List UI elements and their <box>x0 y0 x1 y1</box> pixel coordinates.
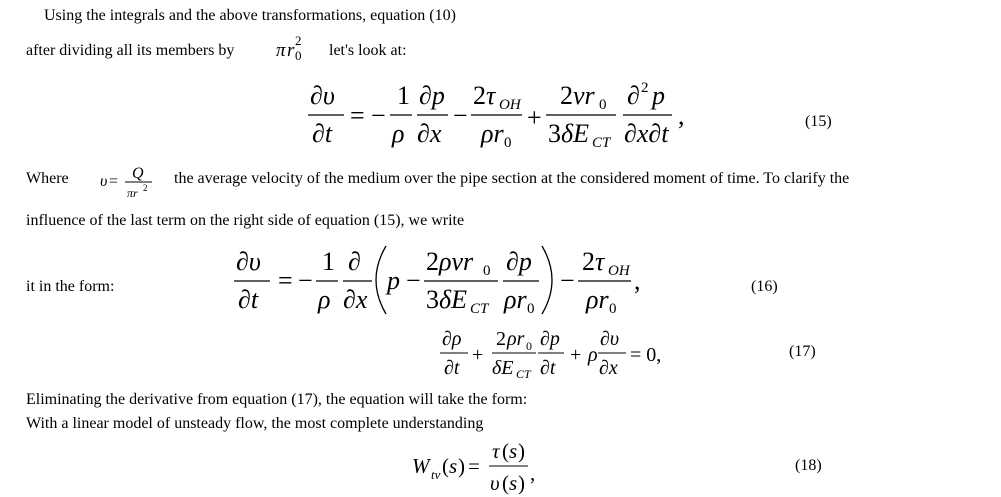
svg-text:0: 0 <box>483 263 491 279</box>
equation-number: (15) <box>805 113 832 130</box>
svg-text:δE: δE <box>561 119 589 148</box>
svg-text:,: , <box>634 266 641 295</box>
svg-text:τ: τ <box>492 439 500 463</box>
svg-text:2: 2 <box>143 183 148 193</box>
equation-number: (16) <box>751 278 778 295</box>
svg-text:(: ( <box>502 439 509 463</box>
svg-text:OH: OH <box>499 97 521 113</box>
svg-text:ρ: ρ <box>392 119 405 148</box>
svg-text:2: 2 <box>582 247 595 276</box>
svg-text:−: − <box>453 101 468 130</box>
svg-text:νr: νr <box>573 81 595 110</box>
svg-text:∂t: ∂t <box>312 119 333 148</box>
svg-text:∂p: ∂p <box>419 81 445 110</box>
svg-text:∂x: ∂x <box>417 119 442 148</box>
svg-text:∂p: ∂p <box>540 328 560 350</box>
equation-number: (18) <box>795 457 822 474</box>
svg-text:1: 1 <box>397 81 410 110</box>
svg-text:∂p: ∂p <box>506 247 532 276</box>
svg-text:−: − <box>298 266 313 295</box>
svg-text:r: r <box>287 40 295 61</box>
svg-text:2: 2 <box>641 80 649 96</box>
svg-text:δE: δE <box>439 285 467 314</box>
svg-text:υ: υ <box>490 471 500 495</box>
svg-text:∂t: ∂t <box>238 285 259 314</box>
svg-text:ρνr: ρνr <box>439 247 474 276</box>
svg-text:+: + <box>527 103 542 132</box>
pi-r0-squared-formula <box>272 30 322 64</box>
svg-text:∂υ: ∂υ <box>600 328 620 350</box>
svg-text:p: p <box>387 266 400 295</box>
svg-text:ρ: ρ <box>588 344 598 366</box>
svg-text:,: , <box>678 101 685 130</box>
svg-text:s: s <box>449 454 458 478</box>
svg-text:2: 2 <box>295 33 302 48</box>
svg-text:): ) <box>518 439 525 463</box>
svg-text:δE: δE <box>492 357 514 379</box>
svg-text:ρr: ρr <box>481 119 504 148</box>
svg-text:−: − <box>371 101 386 130</box>
svg-text:=: = <box>278 266 293 295</box>
svg-text:2: 2 <box>560 81 573 110</box>
svg-text:πr: πr <box>127 186 138 200</box>
svg-text:0: 0 <box>526 339 532 353</box>
svg-text:π: π <box>276 40 286 61</box>
svg-text:ρr: ρr <box>586 285 609 314</box>
svg-text:υ: υ <box>100 173 108 190</box>
svg-text:∂x: ∂x <box>599 357 618 379</box>
svg-text:2: 2 <box>473 81 486 110</box>
svg-text:2: 2 <box>426 247 439 276</box>
text-line: influence of the last term on the right side of equation (15), we write <box>26 212 465 229</box>
text-line: let's look at: <box>329 42 407 59</box>
svg-text:tv: tv <box>431 467 441 482</box>
velocity-definition-formula <box>98 160 168 202</box>
text-line: the average velocity of the medium over the pipe section at the considered moment of time. To clarify the <box>174 170 850 187</box>
svg-text:∂x∂t: ∂x∂t <box>624 119 669 148</box>
svg-text:−: − <box>406 266 421 295</box>
svg-text:Q: Q <box>132 165 144 182</box>
svg-text:=: = <box>109 173 119 190</box>
svg-text:ρr: ρr <box>507 328 525 350</box>
svg-text:s: s <box>509 439 518 463</box>
svg-text:(: ( <box>442 454 449 478</box>
svg-text:τ: τ <box>595 247 605 276</box>
svg-text:∂: ∂ <box>627 81 640 110</box>
svg-text:p: p <box>652 81 665 110</box>
svg-text:+: + <box>472 344 484 366</box>
text-line: it in the form: <box>26 278 115 295</box>
text-line: Eliminating the derivative from equation (17), the equation will take the form: <box>26 391 528 408</box>
equation-15 <box>300 76 700 156</box>
svg-text:0: 0 <box>504 135 512 151</box>
svg-text:τ: τ <box>486 81 496 110</box>
text-line: Using the integrals and the above transformations, equation (10) <box>44 7 456 24</box>
text-line: With a linear model of unsteady flow, the most complete understanding <box>26 415 484 432</box>
svg-text:ρ: ρ <box>318 285 331 314</box>
svg-text:∂υ: ∂υ <box>310 81 335 110</box>
svg-text:3: 3 <box>426 285 439 314</box>
svg-text:CT: CT <box>516 367 531 381</box>
equation-16 <box>226 240 646 320</box>
svg-text:0: 0 <box>527 301 535 317</box>
svg-text:= 0,: = 0, <box>630 344 662 366</box>
svg-text:2: 2 <box>496 328 506 350</box>
svg-text:s: s <box>509 471 518 495</box>
svg-text:): ) <box>458 454 465 478</box>
svg-text:W: W <box>412 454 430 478</box>
svg-text:0: 0 <box>599 97 607 113</box>
text-line: after dividing all its members by <box>26 42 235 59</box>
svg-text:∂t: ∂t <box>540 357 556 379</box>
svg-text:,: , <box>530 461 536 485</box>
svg-text:∂x: ∂x <box>343 285 368 314</box>
svg-text:∂υ: ∂υ <box>236 247 261 276</box>
svg-text:+: + <box>570 344 582 366</box>
svg-text:−: − <box>560 266 575 295</box>
svg-text:CT: CT <box>470 301 489 317</box>
svg-text:0: 0 <box>295 48 302 63</box>
svg-text:(: ( <box>502 471 509 495</box>
svg-text:=: = <box>350 101 365 130</box>
svg-text:0: 0 <box>609 301 617 317</box>
svg-text:ρr: ρr <box>504 285 527 314</box>
svg-text:OH: OH <box>608 263 630 279</box>
equation-17 <box>436 326 676 382</box>
text-where: Where <box>26 170 69 187</box>
svg-text:3: 3 <box>548 119 561 148</box>
svg-text:=: = <box>468 454 480 478</box>
svg-text:): ) <box>518 471 525 495</box>
svg-text:∂ρ: ∂ρ <box>442 328 462 350</box>
svg-text:1: 1 <box>322 247 335 276</box>
svg-text:CT: CT <box>592 135 611 151</box>
svg-text:∂: ∂ <box>348 247 361 276</box>
svg-text:∂t: ∂t <box>444 357 460 379</box>
equation-number: (17) <box>789 343 816 360</box>
equation-18 <box>410 438 550 496</box>
